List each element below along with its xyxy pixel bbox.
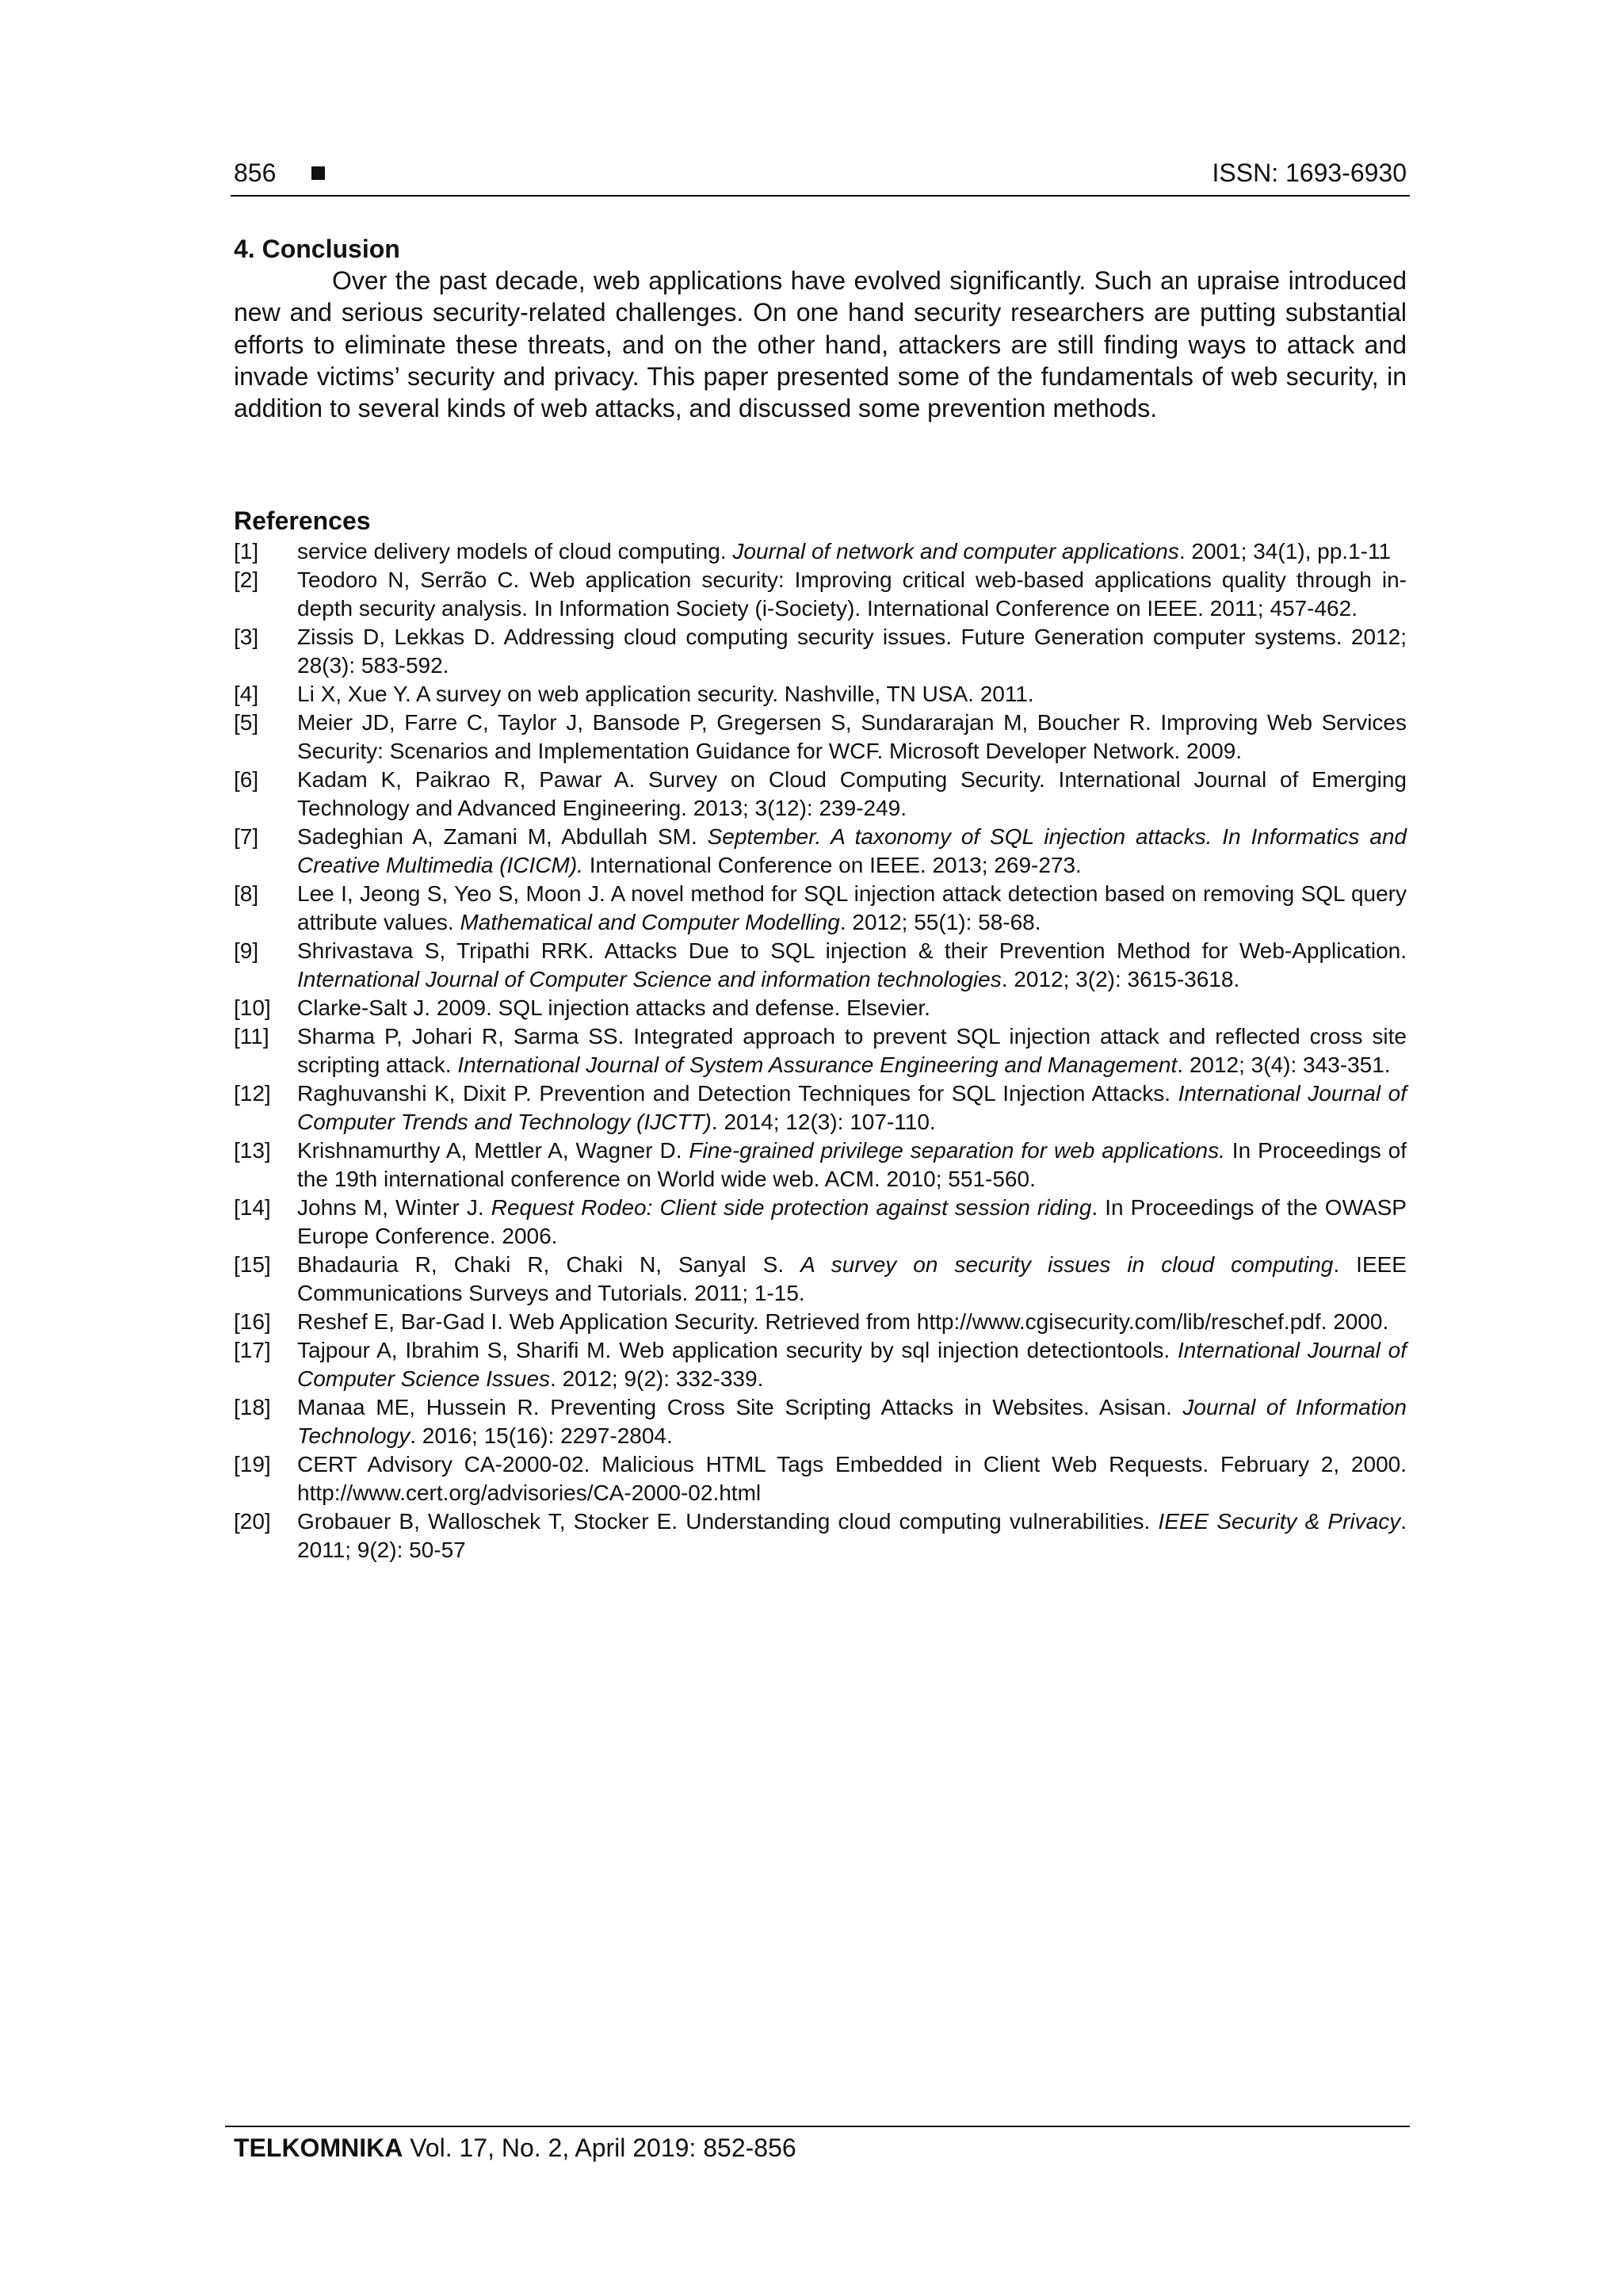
reference-text: Zissis D, Lekkas D. Addressing cloud computing security issues. Future Generation computer systems. 2012; 28(3): 583-592.: [297, 625, 1407, 678]
reference-item: [234, 1251, 1407, 1308]
reference-text: Li X, Xue Y. A survey on web application security. Nashville, TN USA. 2011.: [297, 682, 1034, 706]
reference-item: [234, 766, 1407, 823]
reference-text: Tajpour A, Ibrahim S, Sharifi M. Web application security by sql injection detectiontools.: [297, 1338, 1178, 1362]
reference-item: [234, 566, 1407, 623]
reference-item: [234, 1393, 1407, 1450]
section-title: 4. Conclusion: [234, 235, 400, 263]
reference-item: [234, 709, 1407, 766]
reference-details: . 2012; 9(2): 332-339.: [550, 1366, 764, 1391]
reference-details: . IEEE Communications Surveys and Tutorials. 2011; 1-15.: [297, 1252, 1407, 1305]
reference-source-title: International Journal of Computer Science and information technologies: [297, 967, 1002, 991]
reference-details: . 2011; 9(2): 50-57: [297, 1509, 1407, 1562]
reference-details: . 2001; 34(1), pp.1-11: [1178, 539, 1392, 563]
reference-number: [7]: [234, 824, 259, 849]
page-header: [234, 155, 1407, 195]
reference-list: [234, 537, 1407, 1564]
reference-item: [234, 537, 1407, 566]
reference-text: Lee I, Jeong S, Yeo S, Moon J. A novel method for SQL injection attack detection based on removing SQL query attribute values.: [297, 881, 1407, 934]
reference-item: [234, 1507, 1407, 1564]
reference-number: [3]: [234, 625, 259, 649]
reference-source-title: IEEE Security & Privacy: [1158, 1509, 1401, 1534]
journal-citation: Vol. 17, No. 2, April 2019: 852-856: [410, 2134, 796, 2162]
footer-rule: [225, 2126, 1410, 2127]
reference-text: Johns M, Winter J.: [297, 1195, 491, 1220]
reference-details: In Proceedings of the 19th international conference on World wide web. ACM. 2010; 551-560.: [297, 1138, 1407, 1191]
reference-details: International Conference on IEEE. 2013; 269-273.: [582, 853, 1082, 877]
reference-item: [234, 1022, 1407, 1079]
reference-source-title: International Journal of System Assurance Engineering and Management: [457, 1052, 1178, 1077]
reference-number: [14]: [234, 1195, 271, 1220]
reference-text: Raghuvanshi K, Dixit P. Prevention and Detection Techniques for SQL Injection Attacks.: [297, 1081, 1178, 1106]
reference-text: Bhadauria R, Chaki R, Chaki N, Sanyal S.: [297, 1252, 801, 1277]
reference-item: [234, 1450, 1407, 1507]
reference-text: Reshef E, Bar-Gad I. Web Application Security. Retrieved from http://www.cgisecurity.com/lib/reschef.pdf. 2000.: [297, 1309, 1389, 1334]
reference-text: service delivery models of cloud computing.: [297, 539, 733, 563]
reference-number: [4]: [234, 682, 259, 706]
reference-number: [16]: [234, 1309, 271, 1334]
reference-item: [234, 823, 1407, 880]
reference-number: [9]: [234, 938, 259, 963]
reference-text: Sadeghian A, Zamani M, Abdullah SM.: [297, 824, 708, 849]
reference-number: [19]: [234, 1452, 271, 1477]
journal-name: TELKOMNIKA: [234, 2134, 403, 2162]
reference-source-title: International Journal of Computer Science Issues: [297, 1338, 1407, 1391]
issn-label: ISSN: 1693-6930: [1212, 159, 1407, 187]
reference-number: [6]: [234, 767, 259, 792]
reference-item: [234, 1336, 1407, 1393]
reference-item: [234, 1308, 1407, 1336]
reference-details: . In Proceedings of the OWASP Europe Conference. 2006.: [297, 1195, 1407, 1248]
reference-item: [234, 937, 1407, 994]
reference-item: [234, 880, 1407, 937]
page-number: 856: [234, 159, 277, 187]
reference-source-title: International Journal of Computer Trends and Technology (IJCTT): [297, 1081, 1407, 1134]
square-bullet-icon: [311, 166, 325, 180]
reference-details: . 2012; 3(4): 343-351.: [1177, 1052, 1391, 1077]
reference-source-title: September. A taxonomy of SQL injection attacks. In Informatics and Creative Multimedia (ICICM).: [297, 824, 1407, 877]
reference-text: Kadam K, Paikrao R, Pawar A. Survey on Cloud Computing Security. International Journal of Emerging Technology and Advanced Engineering. 2013; 3(12): 239-249.: [297, 767, 1407, 820]
reference-number: [17]: [234, 1338, 271, 1362]
reference-details: . 2016; 15(16): 2297-2804.: [410, 1423, 673, 1448]
reference-details: . 2012; 3(2): 3615-3618.: [1001, 967, 1240, 991]
page-footer: [234, 2134, 796, 2163]
reference-text: Krishnamurthy A, Mettler A, Wagner D.: [297, 1138, 689, 1163]
reference-number: [12]: [234, 1081, 271, 1106]
reference-number: [18]: [234, 1395, 271, 1419]
reference-number: [1]: [234, 539, 259, 563]
reference-text: Grobauer B, Walloschek T, Stocker E. Understanding cloud computing vulnerabilities.: [297, 1509, 1159, 1534]
reference-item: [234, 623, 1407, 680]
reference-text: CERT Advisory CA-2000-02. Malicious HTML Tags Embedded in Client Web Requests. February 2, 2000. http://www.cert.org/advisories/CA-2000-02.html: [297, 1452, 1407, 1505]
reference-details: . 2012; 55(1): 58-68.: [839, 910, 1041, 934]
reference-details: . 2014; 12(3): 107-110.: [711, 1110, 936, 1134]
reference-text: Meier JD, Farre C, Taylor J, Bansode P, Gregersen S, Sundararajan M, Boucher R. Improving Web Services Security: Scenarios and Implementation Guidance for WCF. Microsoft Developer Network. 2009.: [297, 710, 1407, 763]
reference-item: [234, 1137, 1407, 1194]
reference-source-title: Journal of network and computer applications: [732, 539, 1179, 563]
reference-number: [13]: [234, 1138, 271, 1163]
reference-source-title: Fine-grained privilege separation for web applications.: [689, 1138, 1225, 1163]
references-title: References: [234, 506, 371, 535]
reference-text: Clarke-Salt J. 2009. SQL injection attacks and defense. Elsevier.: [297, 995, 930, 1020]
reference-item: [234, 680, 1407, 709]
reference-item: [234, 1079, 1407, 1137]
reference-text: Teodoro N, Serrão C. Web application security: Improving critical web-based applications quality through in-depth security analysis. In Information Society (i-Society). International Conference on IEEE. 2011; 457-462.: [297, 567, 1407, 621]
reference-number: [5]: [234, 710, 259, 735]
reference-number: [10]: [234, 995, 271, 1020]
reference-number: [8]: [234, 881, 259, 906]
reference-number: [2]: [234, 567, 259, 592]
reference-number: [20]: [234, 1509, 271, 1534]
header-rule: [231, 195, 1410, 197]
conclusion-paragraph: Over the past decade, web applications have evolved significantly. Such an upraise introduced new and serious security-related challenges. On one hand security researchers are putting substantial efforts to eliminate these threats, and on the other hand, attackers are still finding ways to attack and invade victims’ security and privacy. This paper presented some of the fundamentals of web security, in addition to several kinds of web attacks, and discussed some prevention methods.: [234, 266, 1407, 423]
reference-number: [15]: [234, 1252, 271, 1277]
reference-source-title: Request Rodeo: Client side protection against session riding: [491, 1195, 1092, 1220]
reference-text: Shrivastava S, Tripathi RRK. Attacks Due to SQL injection & their Prevention Method for Web-Application.: [297, 938, 1407, 963]
reference-source-title: Journal of Information Technology: [297, 1395, 1407, 1448]
reference-text: Manaa ME, Hussein R. Preventing Cross Site Scripting Attacks in Websites. Asisan.: [297, 1395, 1183, 1419]
reference-text: Sharma P, Johari R, Sarma SS. Integrated approach to prevent SQL injection attack and reflected cross site scripting attack.: [297, 1024, 1407, 1077]
reference-item: [234, 1194, 1407, 1251]
reference-item: [234, 994, 1407, 1022]
reference-source-title: Mathematical and Computer Modelling: [460, 910, 840, 934]
reference-source-title: A survey on security issues in cloud computing: [800, 1252, 1334, 1277]
reference-number: [11]: [234, 1024, 269, 1049]
